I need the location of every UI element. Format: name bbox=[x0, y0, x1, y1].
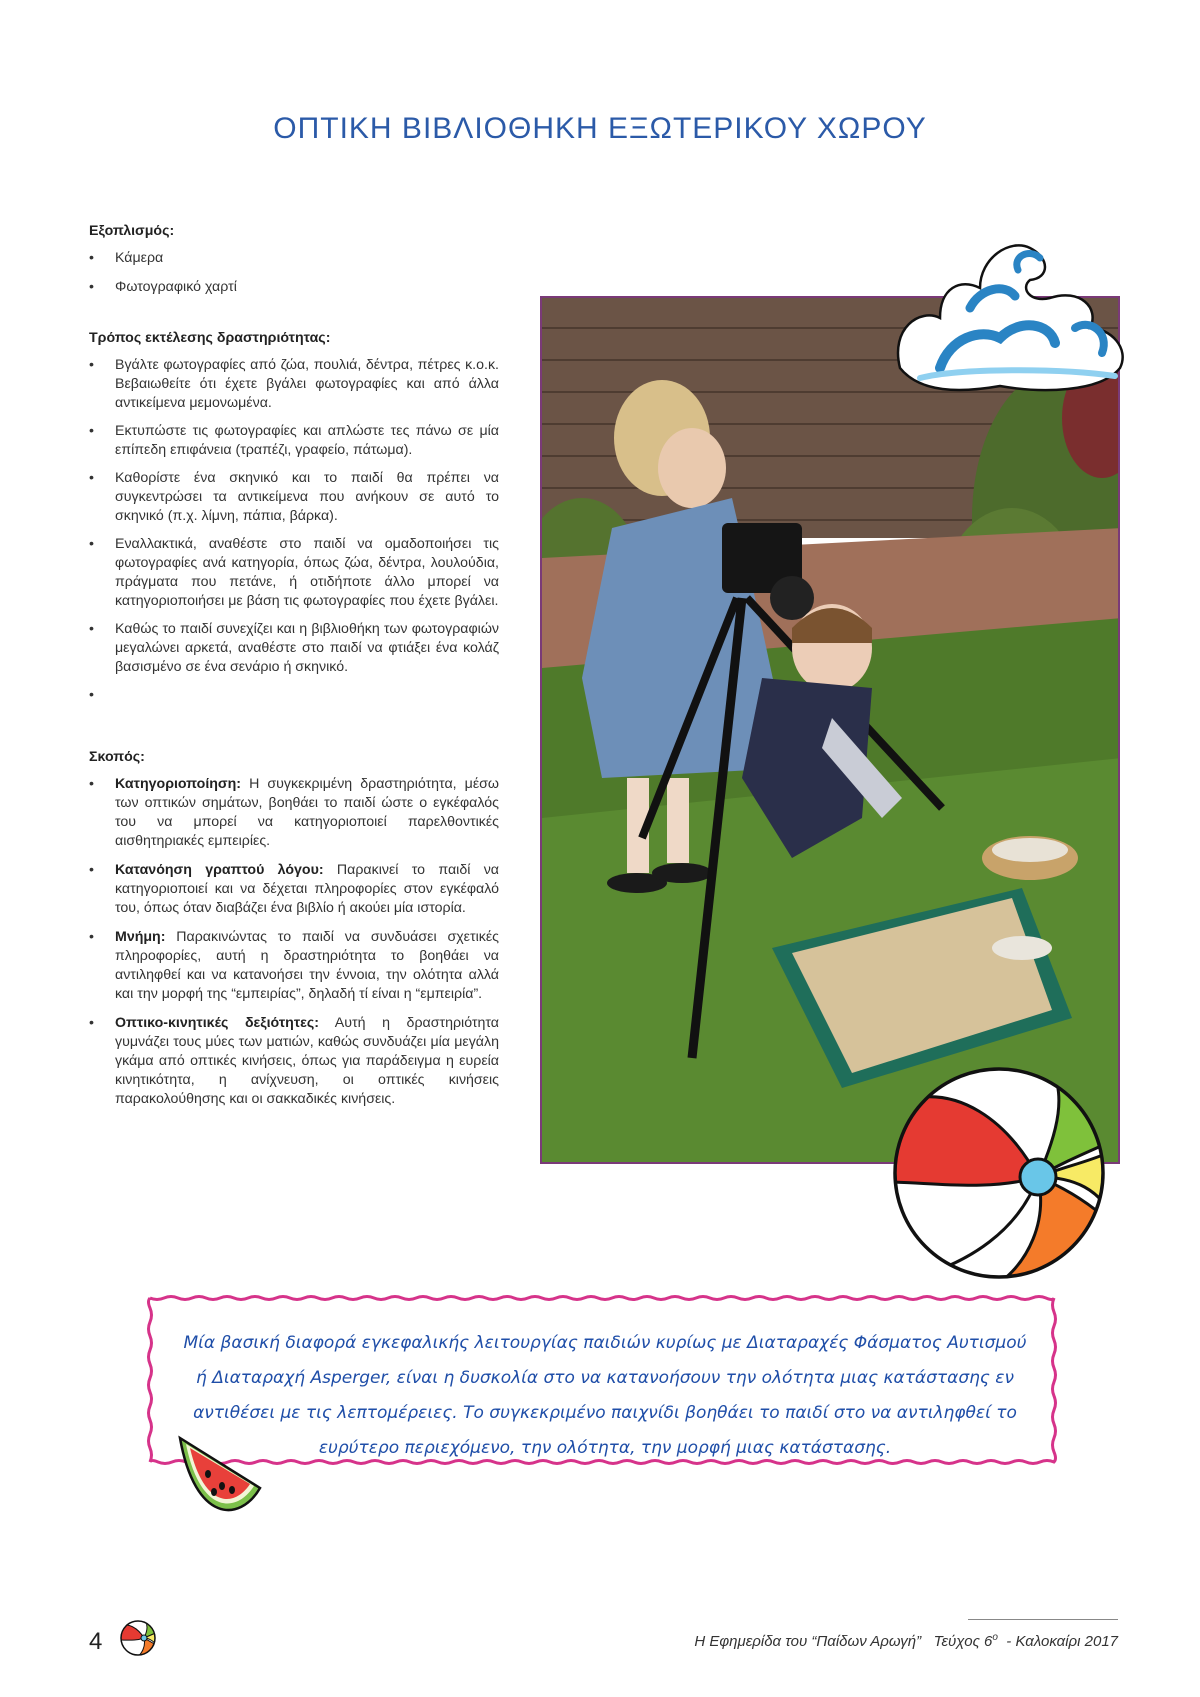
aim-term: Κατανόηση γραπτού λόγου: bbox=[115, 862, 324, 878]
procedure-list bbox=[89, 356, 499, 705]
issue-label: Τεύχος 6 bbox=[933, 1633, 993, 1650]
equipment-heading: Εξοπλισμός: bbox=[89, 223, 175, 239]
aim-text: Η συγκεκριμένη δραστηριότητα, μέσω των οπτικών σημάτων, βοηθάει το παιδί ώστε ο εγκέφαλός του να μπορεί να κατηγοριοποιεί παρελθοντικές αισθητηριακές εμπειρίες. bbox=[115, 776, 499, 849]
list-item: • Βγάλτε φωτογραφίες από ζώα, πουλιά, δέντρα, πέτρες κ.ο.κ. Βεβαιωθείτε ότι έχετε βγάλει φωτογραφίες και από άλλα αντικείμενα μεμονωμένα. bbox=[89, 356, 499, 413]
aim-term: Κατηγοριοποίηση: bbox=[115, 776, 242, 792]
callout-text: Μία βασική διαφορά εγκεφαλικής λειτουργίας παιδιών κυρίως με Διαταραχές Φάσματος Αυτισμού ή Διαταραχή Asperger, είναι η δυσκολία στο να κατανοήσουν την ολότητα μιας κατάστασης εν αντιθέσει με τις λεπτομέρειες. Το συγκεκριμένο παιχνίδι βοηθάει το παιδί στο να αντιληφθεί το ευρύτερο περιεχόμενο, την ολότητα, την μορφή μιας κατάστασης. bbox=[183, 1333, 1027, 1458]
list-item: • Καθώς το παιδί συνεχίζει και η βιβλιοθήκη των φωτογραφιών μεγαλώνει αρκετά, αναθέστε στο παιδί να φτιάξει ένα κολάζ βασισμένο σε ένα σενάριο ή σκηνικό. bbox=[89, 620, 499, 677]
aim-heading: Σκοπός: bbox=[89, 749, 145, 765]
list-item: • Εναλλακτικά, αναθέστε στο παιδί να ομαδοποιήσει τις φωτογραφίες ανά κατηγορία, όπως ζώα, δέντρα, λουλούδια, πράγματα που πετάνε, ή οτιδήποτε άλλο μπορεί να κατηγοριοποιήσει με βάση τις φωτογραφίες που έχετε βγάλει. bbox=[89, 535, 499, 611]
left-column bbox=[89, 222, 499, 1119]
activity-photo bbox=[540, 296, 1120, 1164]
aim-text: Αυτή η δραστηριότητα γυμνάζει τους μύες των ματιών, καθώς συνδυάζει μία μεγάλη γκάμα από οπτικές κινήσεις, όπως για παράδειγμα η ευρεία κινητικότητα, η ανίχνευση, οι οπτικές κινήσεις παρακολούθησης και οι σακκαδικές κινήσεις. bbox=[115, 1015, 499, 1107]
mini-beach-ball-icon bbox=[118, 1618, 158, 1658]
procedure-heading: Τρόπος εκτέλεσης δραστηριότητας: bbox=[89, 330, 331, 346]
publication-name: Η Εφημερίδα του “Παίδων Αρωγή” bbox=[694, 1633, 922, 1650]
issue-superscript: ο bbox=[992, 1632, 998, 1643]
watermelon-illustration bbox=[170, 1428, 270, 1528]
photo-illustration bbox=[542, 298, 1120, 1164]
footer-divider bbox=[968, 1619, 1118, 1620]
list-item bbox=[89, 775, 499, 851]
list-item bbox=[89, 1014, 499, 1109]
list-item: • Εκτυπώστε τις φωτογραφίες και απλώστε τες πάνω σε μία επίπεδη επιφάνεια (τραπέζι, γραφείο, πάτωμα). bbox=[89, 422, 499, 460]
aim-term: Μνήμη: bbox=[115, 929, 166, 945]
list-item: • Καθορίστε ένα σκηνικό και το παιδί θα πρέπει να συγκεντρώσει τα αντικείμενα που ανήκουν σε αυτό το σκηνικό (π.χ. λίμνη, πάπια, βάρκα). bbox=[89, 469, 499, 526]
beach-ball-illustration bbox=[888, 1062, 1110, 1284]
footer-text bbox=[694, 1632, 1118, 1650]
list-item: • Κάμερα bbox=[89, 249, 499, 268]
aim-text: Παρακινώντας το παιδί να συνδυάσει σχετικές πληροφορίες, αυτή η δραστηριότητα το βοηθάει να αντιληφθεί και να κατανοήσει την έννοια, την ολότητα αλλά και την μορφή της “εμπειρίας”, δηλαδή τί είναι η “εμπειρία”. bbox=[115, 929, 499, 1002]
page-number: 4 bbox=[89, 1628, 103, 1655]
aim-term: Οπτικο-κινητικές δεξιότητες: bbox=[115, 1015, 319, 1031]
list-item bbox=[89, 928, 499, 1004]
equipment-list bbox=[89, 249, 499, 297]
list-item: • Φωτογραφικό χαρτί bbox=[89, 278, 499, 297]
page-title: ΟΠΤΙΚΗ ΒΙΒΛΙΟΘΗΚΗ ΕΞΩΤΕΡΙΚΟΥ ΧΩΡΟΥ bbox=[273, 112, 927, 145]
list-item bbox=[89, 861, 499, 918]
aim-text: Παρακινεί το παιδί να κατηγοριοποιεί και να δέχεται πληροφορίες στον εγκέφαλό του, όπως όταν διαβάζει ένα βιβλίο ή ακούει μία ιστορία. bbox=[115, 862, 499, 916]
season-label: - Καλοκαίρι 2017 bbox=[1006, 1633, 1118, 1650]
list-item bbox=[89, 686, 499, 705]
wave-illustration bbox=[880, 218, 1140, 408]
aim-list bbox=[89, 775, 499, 1109]
